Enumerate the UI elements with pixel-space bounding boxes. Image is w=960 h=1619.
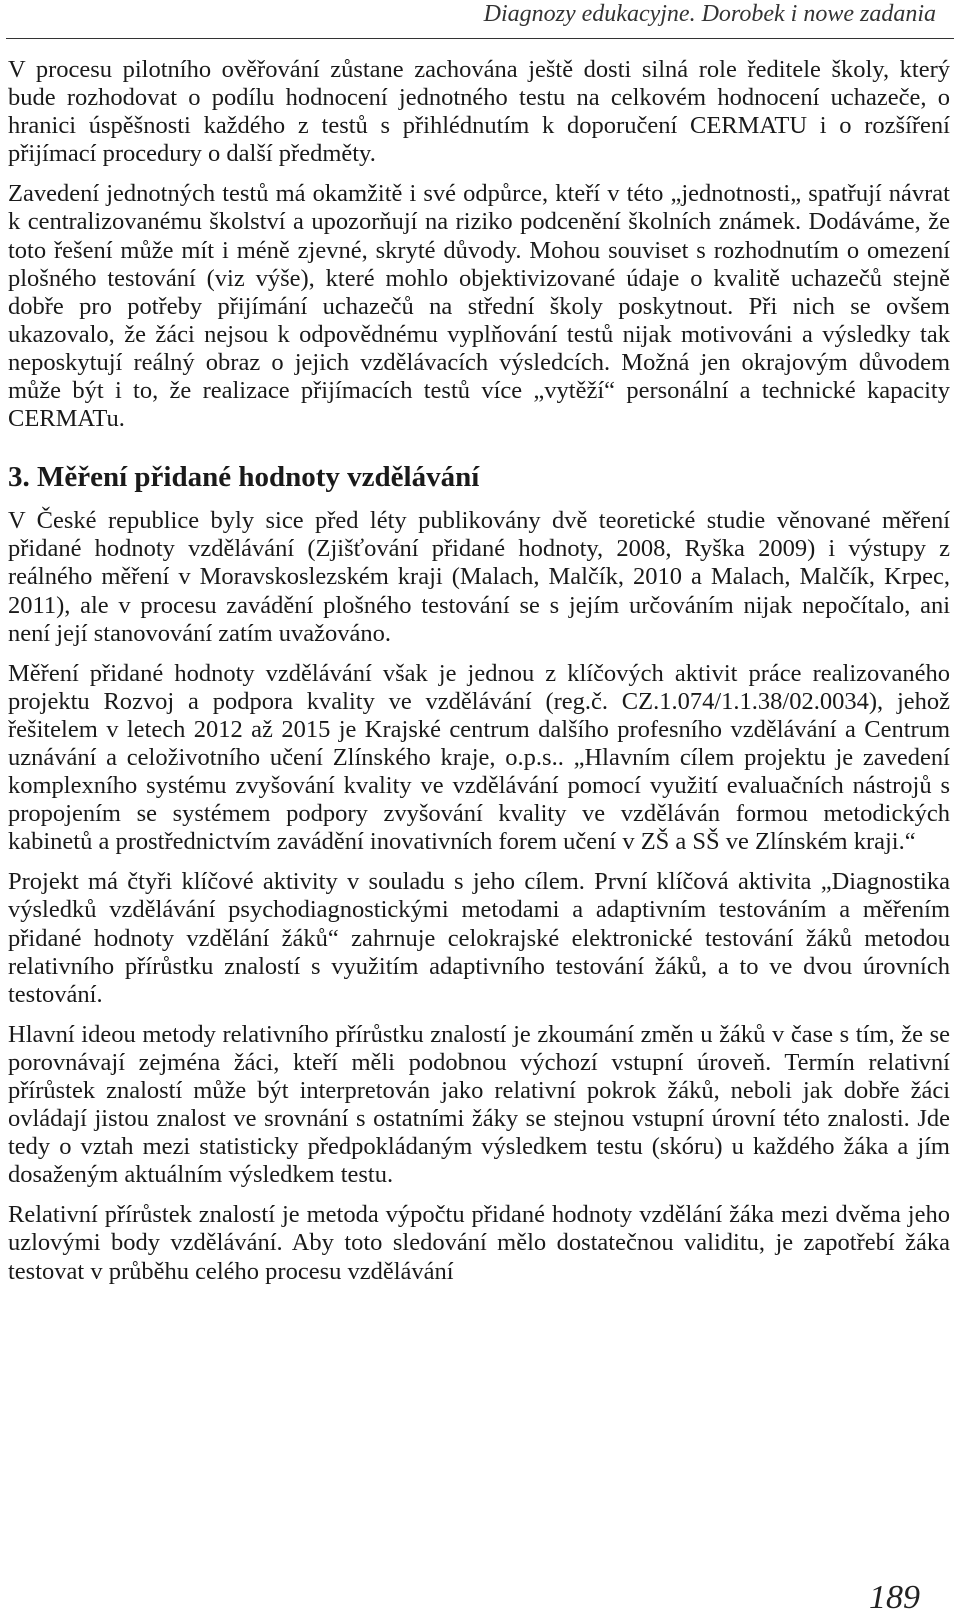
page-number: 189: [869, 1579, 920, 1616]
paragraph: Relativní přírůstek znalostí je metoda výpočtu přidané hodnoty vzdělání žáka mezi dvěma jeho uzlovými body vzdělávání. Aby toto sledování mělo dostatečnou validitu, je zapotřebí žáka testovat v průběhu celého procesu vzdělávání: [8, 1201, 950, 1285]
paragraph: V České republice byly sice před léty publikovány dvě teoretické studie věnované měření přidané hodnoty vzdělávání (Zjišťování přidané hodnoty, 2008, Ryška 2009) i výstupy z reálného měření v Moravskoslezském kraji (Malach, Malčík, 2010 a Malach, Malčík, Krpec, 2011), ale v procesu zavádění plošného testování se s jejím určováním nijak nepočítalo, ani není její stanovování zatím uvažováno.: [8, 507, 950, 647]
paragraph: Zavedení jednotných testů má okamžitě i své odpůrce, kteří v této „jednotnosti„ spatřují návrat k centralizovanému školství a upozorňují na riziko podcenění školních známek. Dodáváme, že toto řešení může mít i méně zjevné, skryté důvody. Mohou souviset s rozhodnutím o omezení plošného testování (viz výše), které mohlo objektivizované údaje o kvalitě uchazečů stejně dobře pro potřeby přijímání uchazečů na střední školy poskytnout. Při nich se ovšem ukazovalo, že žáci nejsou k odpovědnému vyplňování testů nijak motivováni a výsledky tak neposkytují reálný obraz o jejich vzdělávacích výsledcích. Možná jen okrajovým důvodem může být i to, že realizace přijímacích testů více „vytěží“ personální a technické kapacity CERMATu.: [8, 180, 950, 433]
section-heading: 3. Měření přidané hodnoty vzdělávání: [8, 461, 480, 494]
paragraph: V procesu pilotního ověřování zůstane zachována ještě dosti silná role ředitele školy, který bude rozhodovat o podílu hodnocení jednotného testu na celkovém hodnocení uchazeče, o hranici úspěšnosti každého z testů s přihlédnutím k doporučení CERMATU i o rozšíření přijímací procedury o další předměty.: [8, 56, 950, 168]
paragraph: Hlavní ideou metody relativního přírůstku znalostí je zkoumání změn u žáků v čase s tím, že se porovnávají zejména žáci, kteří měli podobnou výchozí vstupní úroveň. Termín relativní přírůstek znalostí může být interpretován jako relativní pokrok žáků, neboli jak dobře žáci ovládají jistou znalost ve srovnání s ostatními žáky se stejnou vstupní úrovní této znalosti. Jde tedy o vztah mezi statisticky předpokládaným výsledkem testu (skóru) u každého žáka a jím dosaženým aktuálním výsledkem testu.: [8, 1020, 950, 1189]
header-divider: [6, 38, 954, 39]
paragraph: Měření přidané hodnoty vzdělávání však je jednou z klíčových aktivit práce realizovaného projektu Rozvoj a podpora kvality ve vzdělávání (reg.č. CZ.1.074/1.1.38/02.0034), jehož řešitelem v letech 2012 až 2015 je Krajské centrum dalšího profesního vzdělávání a Centrum uznávání a celoživotního učení Zlínského kraje, o.p.s.. „Hlavním cílem projektu je zavedení komplexního systému zvyšování kvality ve vzdělávání pomocí využití evaluačních nástrojů s propojením se systémem podpory zvyšování kvality ve vzděláván formou metodických kabinetů a prostřednictvím zavádění inovativních forem učení v ZŠ a SŠ ve Zlínském kraji.“: [8, 659, 950, 856]
body-text: [8, 56, 950, 1286]
running-header: Diagnozy edukacyjne. Dorobek i nowe zadania: [483, 1, 936, 27]
paragraph: Projekt má čtyři klíčové aktivity v souladu s jeho cílem. První klíčová aktivita „Diagnostika výsledků vzdělávání psychodiagnostickými metodami a adaptivním testováním a měřením přidané hodnoty vzdělání žáků“ zahrnuje celokrajské elektronické testování žáků metodou relativního přírůstku znalostí s využitím adaptivního testování žáků, a to ve dvou úrovních testování.: [8, 868, 950, 1008]
